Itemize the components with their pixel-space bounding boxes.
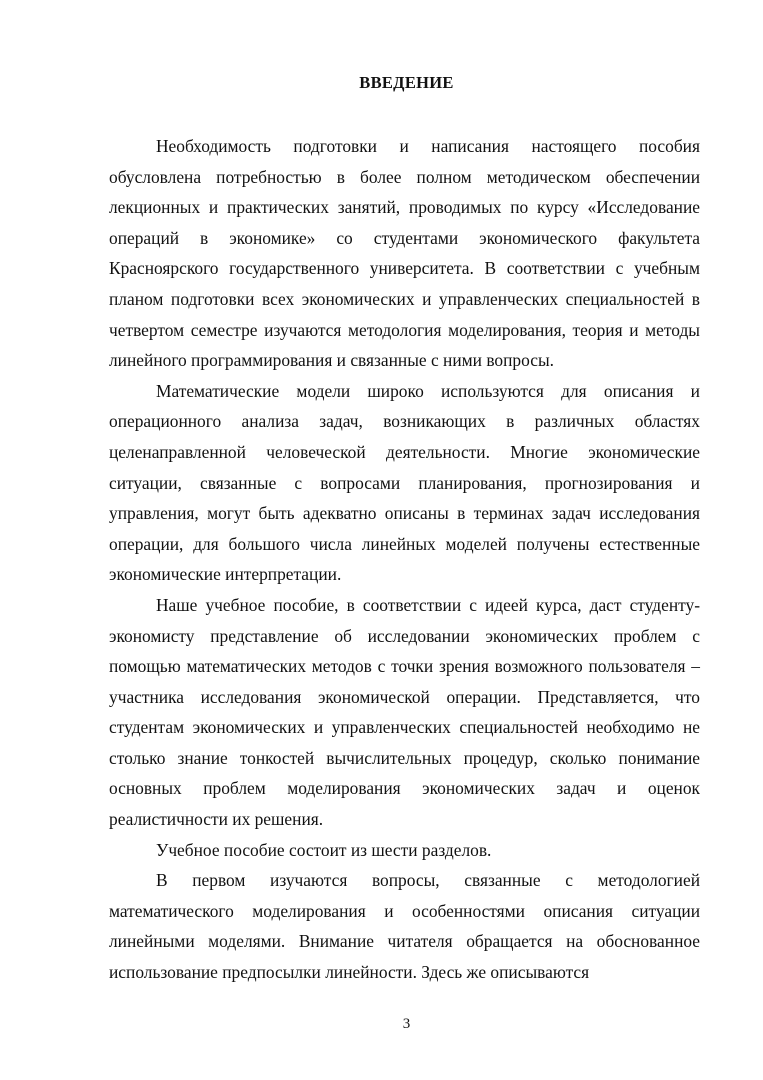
paragraph-3: Наше учебное пособие, в соответствии с идеей курса, даст студенту-экономисту представление об исследовании экономических проблем с помощью математических методов с точки зрения возможного пользователя – участника исследования экономической операции. Представляется, что студентам экономических и управленческих специальностей необходимо не столько знание тонкостей вычислительных процедур, сколько понимание основных проблем моделирования экономических задач и оценок реалистичности их решения.	[109, 594, 700, 830]
paragraph-1: Необходимость подготовки и написания настоящего пособия обусловлена потребностью в более полном методическом обеспечении лекционных и практических занятий, проводимых по курсу «Исследование операций в экономике» со студентами экономического факультета Красноярского государственного университета. В соответствии с учебным планом подготовки всех экономических и управленческих специальностей в четвертом семестре изучаются методология моделирования, теория и методы линейного программирования и связанные с ними вопросы.	[109, 136, 700, 371]
paragraph-5: В первом изучаются вопросы, связанные с методологией математического моделирования и особенностями описания ситуации линейными моделями. Внимание читателя обращается на обоснованное использование предпосылки линейности. Здесь же описываются	[109, 870, 700, 983]
page-number: 3	[402, 1016, 411, 1032]
paragraph-4: Учебное пособие состоит из шести разделов.	[156, 839, 492, 860]
paragraph-2: Математические модели широко используются для описания и операционного анализа задач, возникающих в различных областях целенаправленной человеческой деятельности. Многие экономические ситуации, связанные с вопросами планирования, прогнозирования и управления, могут быть адекватно описаны в терминах задач исследования операции, для большого числа линейных моделей получены естественные экономические интерпретации.	[109, 380, 700, 585]
page-title: ВВЕДЕНИЕ	[359, 73, 454, 92]
document-body	[109, 131, 700, 988]
